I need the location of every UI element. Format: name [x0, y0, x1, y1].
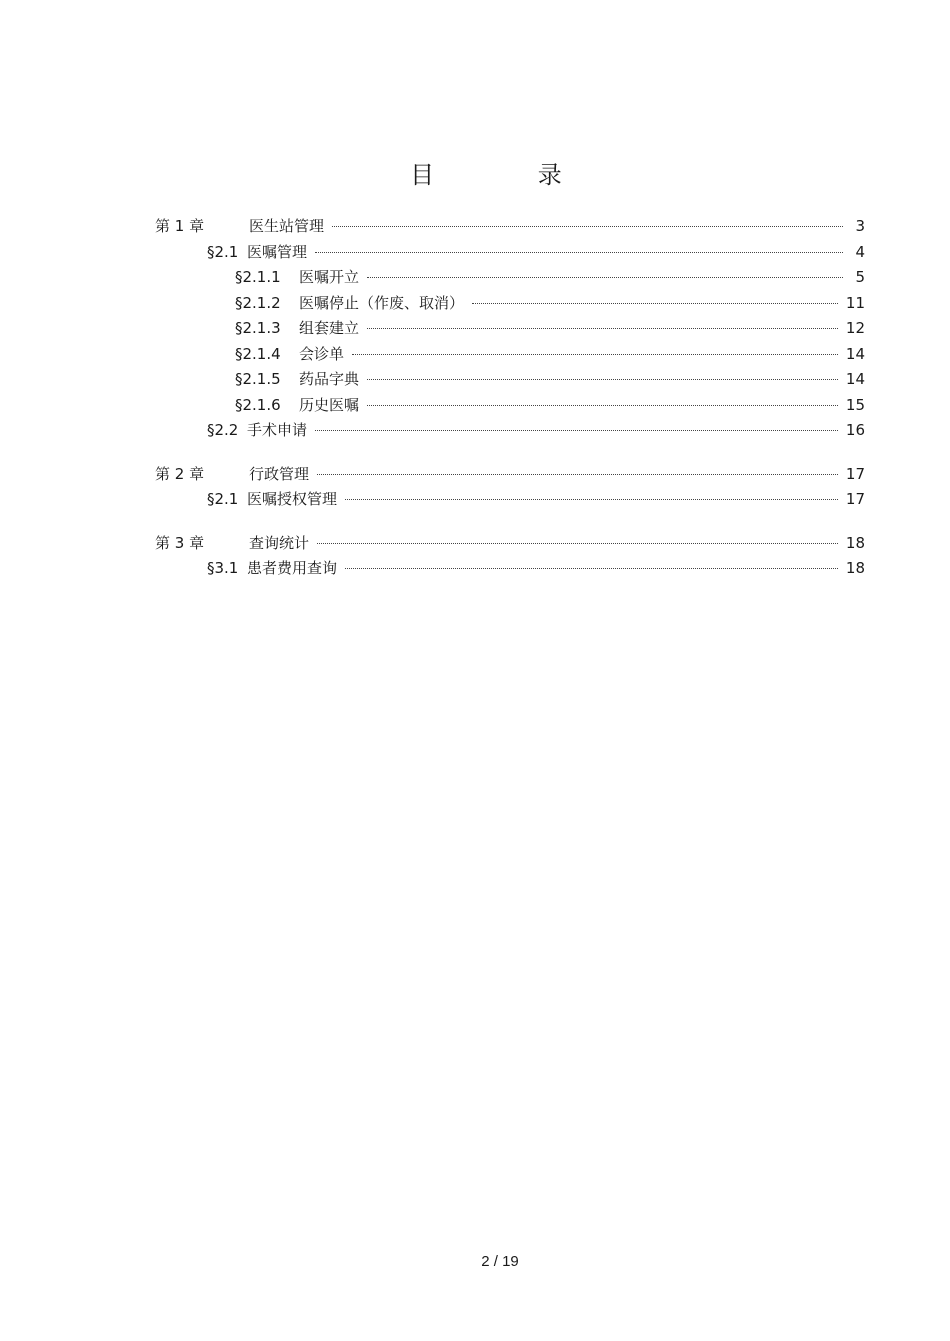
toc-entry-page: 5 [855, 268, 865, 286]
toc-entry-page: 18 [845, 559, 865, 577]
toc-dot-leader [367, 277, 843, 278]
toc-entry-number: 第 2 章 [155, 464, 205, 483]
toc-entry[interactable] [155, 367, 865, 393]
toc-entry-number: 第 1 章 [155, 217, 205, 235]
toc-dot-leader [317, 474, 838, 475]
toc-entry[interactable] [155, 556, 865, 582]
toc-entry-number: §2.1 [207, 490, 239, 508]
toc-entry-page: 14 [845, 370, 865, 388]
toc-entry-title: 手术申请 [247, 421, 308, 439]
toc-entry-title: 组套建立 [299, 319, 360, 337]
toc-entry-page: 4 [855, 242, 865, 261]
footer-page-number: 2 / 19 [481, 1253, 519, 1270]
table-of-contents [155, 214, 865, 582]
toc-entry[interactable] [155, 531, 865, 557]
toc-dot-leader [367, 328, 838, 329]
toc-entry[interactable] [155, 316, 865, 342]
toc-entry-page: 15 [845, 395, 865, 414]
toc-entry-number: §2.1.1 [235, 268, 281, 286]
toc-entry-title: 患者费用查询 [247, 559, 338, 577]
toc-entry-page: 16 [845, 421, 865, 439]
toc-dot-leader [317, 543, 838, 544]
toc-entry-number: §2.1.6 [235, 395, 281, 414]
toc-entry[interactable] [155, 240, 865, 266]
toc-entry-page: 17 [845, 464, 865, 483]
toc-dot-leader [332, 226, 843, 227]
toc-dot-leader [472, 303, 838, 304]
toc-entry-page: 3 [855, 217, 865, 235]
toc-entry[interactable] [155, 418, 865, 444]
toc-entry-title: 医嘱停止（作废、取消） [299, 293, 465, 312]
toc-entry-title: 查询统计 [249, 533, 310, 552]
toc-entry[interactable] [155, 462, 865, 488]
toc-dot-leader [345, 568, 838, 569]
toc-entry-page: 17 [845, 490, 865, 508]
toc-entry-number: 第 3 章 [155, 533, 205, 552]
toc-entry[interactable] [155, 393, 865, 419]
toc-entry-number: §2.1.5 [235, 370, 281, 388]
toc-entry-page: 14 [845, 344, 865, 363]
toc-entry-title: 医嘱开立 [299, 268, 360, 286]
toc-entry-page: 18 [845, 533, 865, 552]
toc-entry-number: §2.1 [207, 242, 239, 261]
toc-entry[interactable] [155, 214, 865, 240]
toc-entry[interactable] [155, 291, 865, 317]
toc-entry-title: 医嘱管理 [247, 242, 308, 261]
toc-dot-leader [315, 430, 838, 431]
toc-dot-leader [315, 252, 843, 253]
toc-entry[interactable] [155, 342, 865, 368]
toc-entry-page: 11 [845, 293, 865, 312]
toc-entry-number: §2.1.2 [235, 293, 281, 312]
toc-entry-title: 医嘱授权管理 [247, 490, 338, 508]
toc-entry-number: §3.1 [207, 559, 239, 577]
toc-dot-leader [352, 354, 838, 355]
toc-entry-title: 会诊单 [299, 344, 345, 363]
page-title: 目 录 [410, 161, 610, 189]
toc-dot-leader [345, 499, 838, 500]
toc-entry-number: §2.1.4 [235, 344, 281, 363]
toc-entry-number: §2.1.3 [235, 319, 281, 337]
toc-entry-title: 历史医嘱 [299, 395, 360, 414]
toc-entry[interactable] [155, 487, 865, 513]
toc-dot-leader [367, 405, 838, 406]
toc-entry-page: 12 [845, 319, 865, 337]
toc-dot-leader [367, 379, 838, 380]
toc-entry-title: 医生站管理 [249, 217, 325, 235]
toc-entry-title: 行政管理 [249, 464, 310, 483]
toc-entry[interactable] [155, 265, 865, 291]
toc-entry-title: 药品字典 [299, 370, 360, 388]
toc-entry-number: §2.2 [207, 421, 239, 439]
